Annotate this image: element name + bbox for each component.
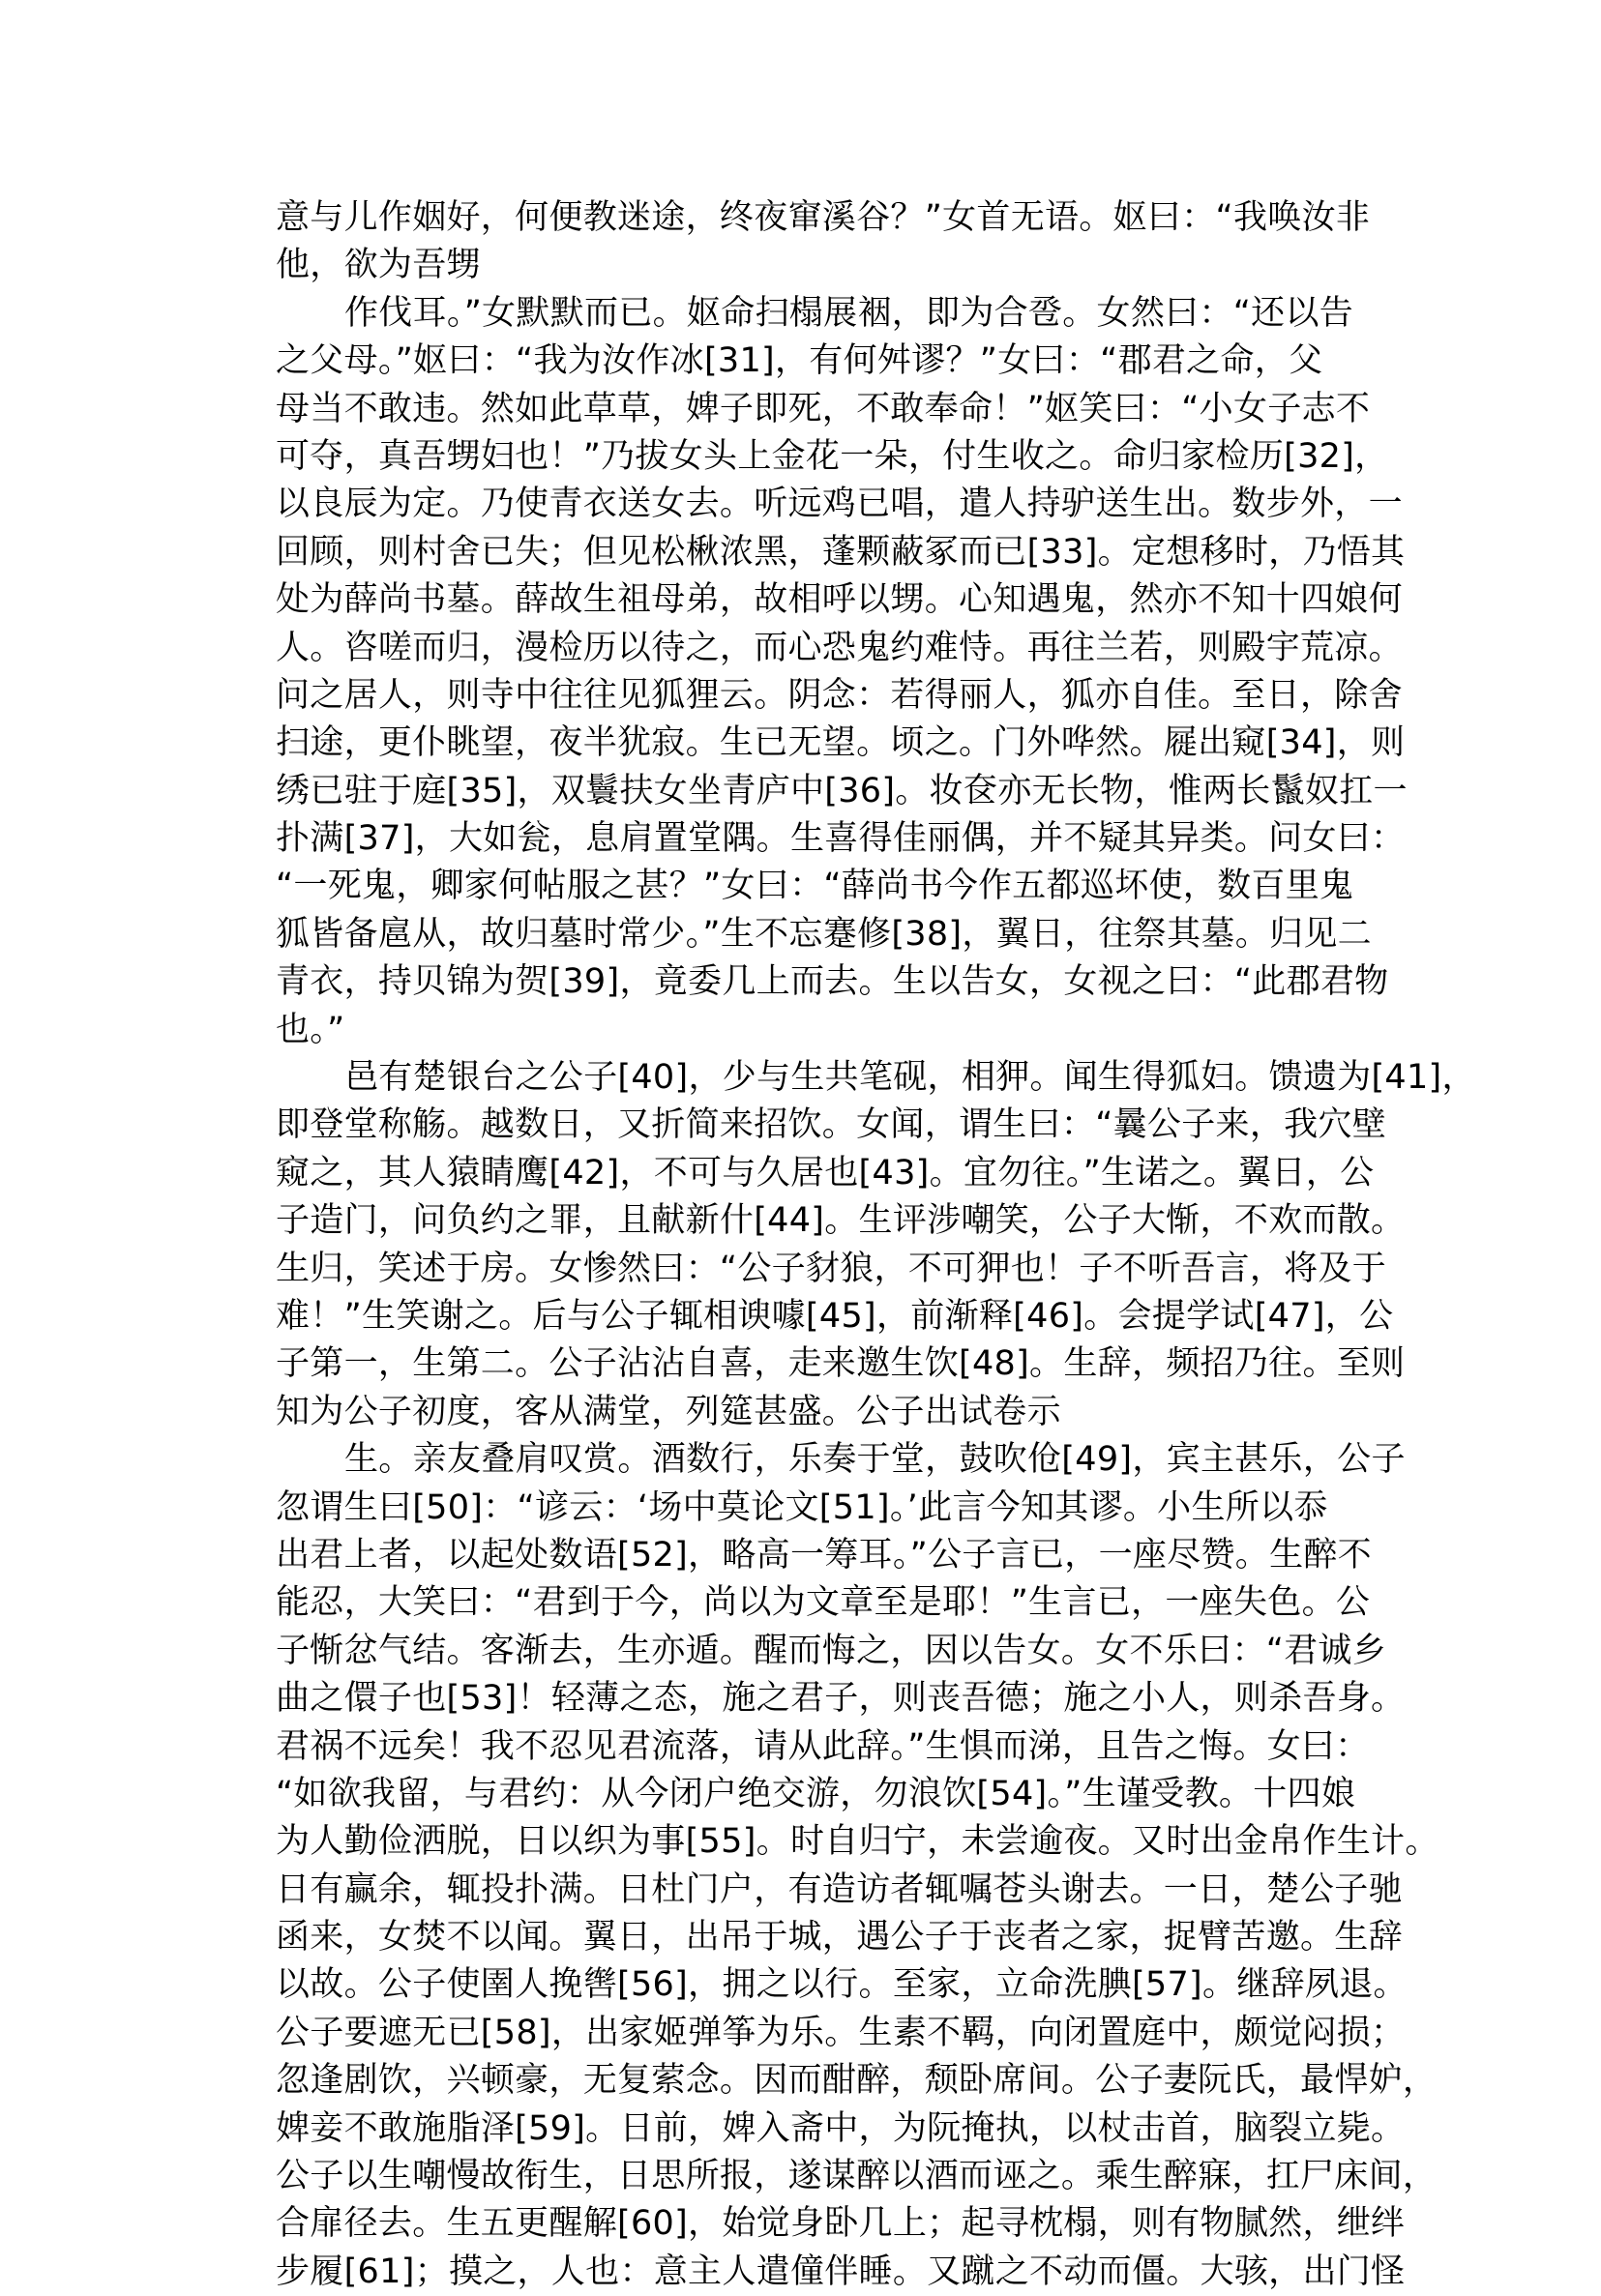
text-line: 婢妾不敢施脂泽[59]。日前，婢入斋中，为阮掩执，以杖击首，脑裂立毙。 <box>276 2108 1406 2148</box>
document-page <box>276 194 1476 2296</box>
text-line: 可夺，真吾甥妇也！”乃拔女头上金花一朵，付生收之。命归家检历[32]， <box>276 436 1389 476</box>
text-line: 人。咨嗟而归，漫检历以待之，而心恐鬼约难恃。再往兰若，则殿宇荒凉。 <box>276 628 1403 667</box>
text-line: 子造门，问负约之罪，且献新什[44]。生评涉嘲笑，公子大惭，不欢而散。 <box>276 1201 1406 1241</box>
text-line: 窥之，其人猿睛鹰[42]，不可与久居也[43]。宜勿往。”生诺之。翼日，公 <box>276 1153 1375 1192</box>
text-line: 子惭忿气结。客渐去，生亦遁。醒而悔之，因以告女。女不乐曰：“君诚乡 <box>276 1631 1387 1670</box>
text-line: 之父母。”妪曰：“我为汝作冰[31]，有何舛谬？”女曰：“郡君之命，父 <box>276 341 1323 381</box>
text-line: 作伐耳。”女默默而已。妪命扫榻展裀，即为合卺。女然曰：“还以告 <box>344 293 1354 333</box>
text-line: 回顾，则村舍已失；但见松楸浓黑，蓬颗蔽冢而已[33]。定想移时，乃悟其 <box>276 532 1406 572</box>
text-line: 他，欲为吾甥 <box>276 246 481 285</box>
text-line: 扑满[37]，大如瓮，息肩置堂隅。生喜得佳丽偶，并不疑其异类。问女曰： <box>276 819 1406 859</box>
text-line: “如欲我留，与君约：从今闭户绝交游，勿浪饮[54]。”生谨受教。十四娘 <box>276 1774 1356 1813</box>
text-line: 子第一，生第二。公子沾沾自喜，走来邀生饮[48]。生辞，频招乃往。至则 <box>276 1344 1406 1384</box>
text-line: 生。亲友叠肩叹赏。酒数行，乐奏于堂，鼓吹伧[49]，宾主甚乐，公子 <box>344 1440 1406 1480</box>
text-line: 处为薛尚书墓。薛故生祖母弟，故相呼以甥。心知遇鬼，然亦不知十四娘何 <box>276 580 1403 620</box>
text-line: “一死鬼，卿家何帖服之甚？”女曰：“薛尚书今作五都巡坏使，数百里鬼 <box>276 867 1354 906</box>
text-line: 知为公子初度，客从满堂，列筵甚盛。公子出试卷示 <box>276 1392 1061 1431</box>
text-line: 公子以生嘲慢故衔生，日思所报，遂谋醉以酒而诬之。乘生醉寐，扛尸床间， <box>276 2157 1438 2196</box>
text-line: 君祸不远矣！我不忍见君流落，请从此辞。”生惧而涕，且告之悔。女曰： <box>276 1726 1370 1766</box>
text-line: 母当不敢违。然如此草草，婢子即死，不敢奉命！”妪笑曰：“小女子志不 <box>276 389 1371 428</box>
text-line: 日有赢余，辄投扑满。日杜门户，有造访者辄嘱苍头谢去。一日，楚公子驰 <box>276 1869 1403 1909</box>
text-line: 意与儿作姻好，何便教迷途，终夜窜溪谷？”女首无语。妪曰：“我唤汝非 <box>276 198 1371 237</box>
text-line: 即登堂称觞。越数日，又折简来招饮。女闻，谓生曰：“曩公子来，我穴壁 <box>276 1105 1387 1145</box>
text-line: 以良辰为定。乃使青衣送女去。听远鸡已唱，遣人持驴送生出。数步外，一 <box>276 485 1403 524</box>
text-line: 青衣，持贝锦为贺[39]，竟委几上而去。生以告女，女视之曰：“此郡君物 <box>276 962 1389 1002</box>
text-line: 忽谓生曰[50]：“谚云：‘场中莫论文[51]。’此言今知其谬。小生所以忝 <box>276 1487 1328 1527</box>
text-line: 生归，笑述于房。女惨然曰：“公子豺狼，不可狎也！子不听吾言，将及于 <box>276 1249 1387 1288</box>
text-line: 问之居人，则寺中往往见狐狸云。阴念：若得丽人，狐亦自佳。至日，除舍 <box>276 675 1403 715</box>
text-line: 出君上者，以起处数语[52]，略高一筹耳。”公子言已，一座尽赞。生醉不 <box>276 1535 1372 1575</box>
text-line: 曲之儇子也[53]！轻薄之态，施之君子，则丧吾德；施之小人，则杀吾身。 <box>276 1679 1406 1719</box>
text-line: 扫途，更仆眺望，夜半犹寂。生已无望。顷之。门外哗然。屣出窥[34]，则 <box>276 723 1406 763</box>
text-line: 难！”生笑谢之。后与公子辄相谀噱[45]，前渐释[46]。会提学试[47]，公 <box>276 1296 1394 1336</box>
text-line: 为人勤俭洒脱，日以织为事[55]。时自归宁，未尝逾夜。又时出金帛作生计。 <box>276 1822 1439 1862</box>
text-line: 邑有楚银台之公子[40]，少与生共笔砚，相狎。闻生得狐妇。馈遗为[41]， <box>344 1058 1476 1098</box>
text-line: 狐皆备扈从，故归墓时常少。”生不忘蹇修[38]，翼日，往祭其墓。归见二 <box>276 914 1372 954</box>
text-line: 以故。公子使圉人挽辔[56]，拥之以行。至家，立命洗腆[57]。继辞夙退。 <box>276 1965 1408 2005</box>
text-line: 绣已驻于庭[35]，双鬟扶女坐青庐中[36]。妆奁亦无长物，惟两长鬣奴扛一 <box>276 771 1408 810</box>
text-line: 合扉径去。生五更醒解[60]，始觉身卧几上；起寻枕榻，则有物腻然，绁绊 <box>276 2204 1406 2244</box>
text-line: 步履[61]；摸之，人也：意主人遣僮伴睡。又蹴之不动而僵。大骇，出门怪 <box>276 2252 1406 2291</box>
text-line: 公子要遮无已[58]，出家姬弹筝为乐。生素不羁，向闭置庭中，颇觉闷损； <box>276 2013 1406 2052</box>
text-line: 函来，女焚不以闻。翼日，出吊于城，遇公子于丧者之家，捉臂苦邀。生辞 <box>276 1918 1403 1957</box>
text-line: 忽逢剧饮，兴顿豪，无复萦念。因而酣醉，颓卧席间。公子妻阮氏，最悍妒， <box>276 2061 1438 2101</box>
text-line: 也。” <box>276 1010 345 1049</box>
text-line: 能忍，大笑曰：“君到于今，尚以为文章至是耶！”生言已，一座失色。公 <box>276 1583 1371 1623</box>
